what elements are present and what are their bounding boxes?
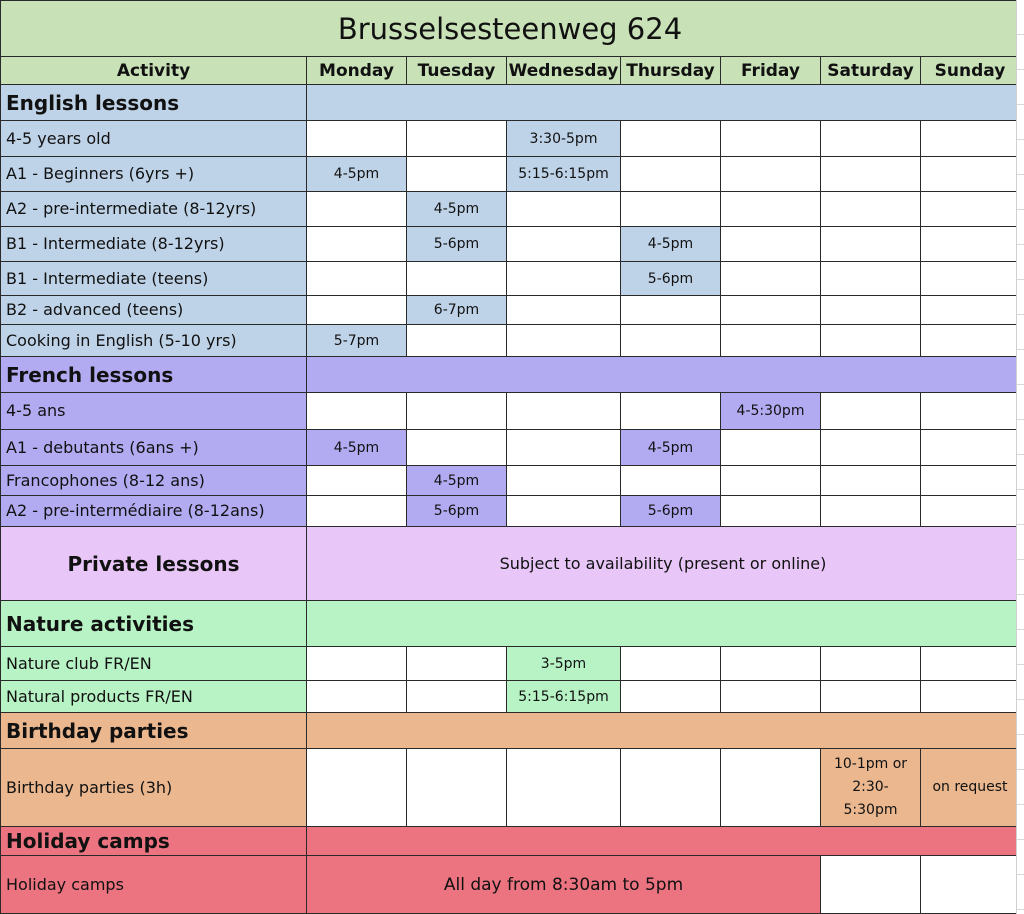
section-band xyxy=(307,713,1020,749)
empty-slot xyxy=(921,121,1020,157)
activity-label: Holiday camps xyxy=(0,856,307,914)
empty-slot xyxy=(821,325,921,357)
time-slot: 5-6pm xyxy=(407,496,507,527)
day-header-saturday: Saturday xyxy=(821,57,921,85)
spreadsheet-grid-edge xyxy=(1016,0,1024,914)
empty-slot xyxy=(721,466,821,496)
time-slot: 4-5:30pm xyxy=(721,393,821,430)
empty-slot xyxy=(407,262,507,296)
empty-slot xyxy=(721,262,821,296)
empty-slot xyxy=(721,647,821,681)
empty-slot xyxy=(307,647,407,681)
empty-slot xyxy=(721,681,821,713)
empty-slot xyxy=(921,856,1020,914)
empty-slot xyxy=(721,157,821,192)
activity-label: B1 - Intermediate (8-12yrs) xyxy=(0,227,307,262)
empty-slot xyxy=(507,393,621,430)
empty-slot xyxy=(307,681,407,713)
time-slot: 5:15-6:15pm xyxy=(507,157,621,192)
empty-slot xyxy=(407,325,507,357)
empty-slot xyxy=(621,681,721,713)
empty-slot xyxy=(721,325,821,357)
activity-label: A2 - pre-intermédiaire (8-12ans) xyxy=(0,496,307,527)
time-slot: 5-7pm xyxy=(307,325,407,357)
empty-slot xyxy=(821,856,921,914)
time-slot: 5:15-6:15pm xyxy=(507,681,621,713)
empty-slot xyxy=(621,192,721,227)
empty-slot xyxy=(507,227,621,262)
section-heading: Birthday parties xyxy=(0,713,307,749)
empty-slot xyxy=(621,121,721,157)
activity-label: B1 - Intermediate (teens) xyxy=(0,262,307,296)
empty-slot xyxy=(407,681,507,713)
empty-slot xyxy=(921,227,1020,262)
empty-slot xyxy=(307,393,407,430)
activity-label: Natural products FR/EN xyxy=(0,681,307,713)
empty-slot xyxy=(721,496,821,527)
empty-slot xyxy=(821,296,921,325)
day-header-sunday: Sunday xyxy=(921,57,1020,85)
empty-slot xyxy=(921,192,1020,227)
day-header-wednesday: Wednesday xyxy=(507,57,621,85)
empty-slot xyxy=(307,466,407,496)
activity-label: Nature club FR/EN xyxy=(0,647,307,681)
empty-slot xyxy=(307,227,407,262)
activity-label: A1 - Beginners (6yrs +) xyxy=(0,157,307,192)
empty-slot xyxy=(307,496,407,527)
activity-label: Birthday parties (3h) xyxy=(0,749,307,827)
empty-slot xyxy=(821,647,921,681)
time-slot: 10-1pm or 2:30- 5:30pm xyxy=(821,749,921,827)
empty-slot xyxy=(821,466,921,496)
empty-slot xyxy=(721,430,821,466)
empty-slot xyxy=(821,496,921,527)
empty-slot xyxy=(621,296,721,325)
empty-slot xyxy=(407,157,507,192)
empty-slot xyxy=(921,296,1020,325)
section-band xyxy=(307,357,1020,393)
page-title: Brusselsesteenweg 624 xyxy=(0,0,1020,57)
empty-slot xyxy=(507,430,621,466)
empty-slot xyxy=(621,749,721,827)
activity-label: Francophones (8-12 ans) xyxy=(0,466,307,496)
activity-label: B2 - advanced (teens) xyxy=(0,296,307,325)
empty-slot xyxy=(621,157,721,192)
activity-label: Private lessons xyxy=(0,527,307,601)
empty-slot xyxy=(821,681,921,713)
day-header-thursday: Thursday xyxy=(621,57,721,85)
empty-slot xyxy=(621,393,721,430)
empty-slot xyxy=(621,325,721,357)
section-heading: Holiday camps xyxy=(0,827,307,856)
empty-slot xyxy=(307,296,407,325)
empty-slot xyxy=(821,121,921,157)
time-slot: 3:30-5pm xyxy=(507,121,621,157)
day-header-monday: Monday xyxy=(307,57,407,85)
empty-slot xyxy=(507,466,621,496)
time-slot: 5-6pm xyxy=(621,496,721,527)
merged-availability: Subject to availability (present or online) xyxy=(307,527,1020,601)
day-header-tuesday: Tuesday xyxy=(407,57,507,85)
empty-slot xyxy=(821,430,921,466)
empty-slot xyxy=(307,192,407,227)
time-slot: 4-5pm xyxy=(621,430,721,466)
empty-slot xyxy=(821,262,921,296)
empty-slot xyxy=(507,262,621,296)
day-header-friday: Friday xyxy=(721,57,821,85)
time-slot: 4-5pm xyxy=(407,192,507,227)
empty-slot xyxy=(307,121,407,157)
merged-availability: All day from 8:30am to 5pm xyxy=(307,856,821,914)
empty-slot xyxy=(307,262,407,296)
time-slot: 4-5pm xyxy=(621,227,721,262)
time-slot: 5-6pm xyxy=(621,262,721,296)
section-heading: French lessons xyxy=(0,357,307,393)
time-slot: 4-5pm xyxy=(307,430,407,466)
empty-slot xyxy=(921,262,1020,296)
empty-slot xyxy=(721,227,821,262)
empty-slot xyxy=(921,325,1020,357)
time-slot: 5-6pm xyxy=(407,227,507,262)
empty-slot xyxy=(921,681,1020,713)
time-slot: on request xyxy=(921,749,1020,827)
time-slot: 4-5pm xyxy=(307,157,407,192)
empty-slot xyxy=(307,749,407,827)
empty-slot xyxy=(721,749,821,827)
empty-slot xyxy=(821,227,921,262)
empty-slot xyxy=(621,647,721,681)
empty-slot xyxy=(721,192,821,227)
empty-slot xyxy=(721,121,821,157)
empty-slot xyxy=(507,192,621,227)
time-slot: 6-7pm xyxy=(407,296,507,325)
section-heading: English lessons xyxy=(0,85,307,121)
empty-slot xyxy=(721,296,821,325)
empty-slot xyxy=(821,393,921,430)
empty-slot xyxy=(507,325,621,357)
activity-label: 4-5 ans xyxy=(0,393,307,430)
empty-slot xyxy=(407,393,507,430)
empty-slot xyxy=(621,466,721,496)
activity-column-header: Activity xyxy=(0,57,307,85)
empty-slot xyxy=(921,157,1020,192)
activity-label: A2 - pre-intermediate (8-12yrs) xyxy=(0,192,307,227)
empty-slot xyxy=(821,157,921,192)
section-band xyxy=(307,85,1020,121)
section-band xyxy=(307,827,1020,856)
empty-slot xyxy=(507,496,621,527)
section-band xyxy=(307,601,1020,647)
time-slot: 4-5pm xyxy=(407,466,507,496)
empty-slot xyxy=(921,466,1020,496)
empty-slot xyxy=(507,749,621,827)
empty-slot xyxy=(921,430,1020,466)
empty-slot xyxy=(821,192,921,227)
activity-label: 4-5 years old xyxy=(0,121,307,157)
time-slot: 3-5pm xyxy=(507,647,621,681)
empty-slot xyxy=(921,647,1020,681)
empty-slot xyxy=(921,496,1020,527)
empty-slot xyxy=(407,647,507,681)
activity-label: A1 - debutants (6ans +) xyxy=(0,430,307,466)
empty-slot xyxy=(407,121,507,157)
empty-slot xyxy=(407,749,507,827)
empty-slot xyxy=(507,296,621,325)
section-heading: Nature activities xyxy=(0,601,307,647)
activity-label: Cooking in English (5-10 yrs) xyxy=(0,325,307,357)
empty-slot xyxy=(407,430,507,466)
empty-slot xyxy=(921,393,1020,430)
